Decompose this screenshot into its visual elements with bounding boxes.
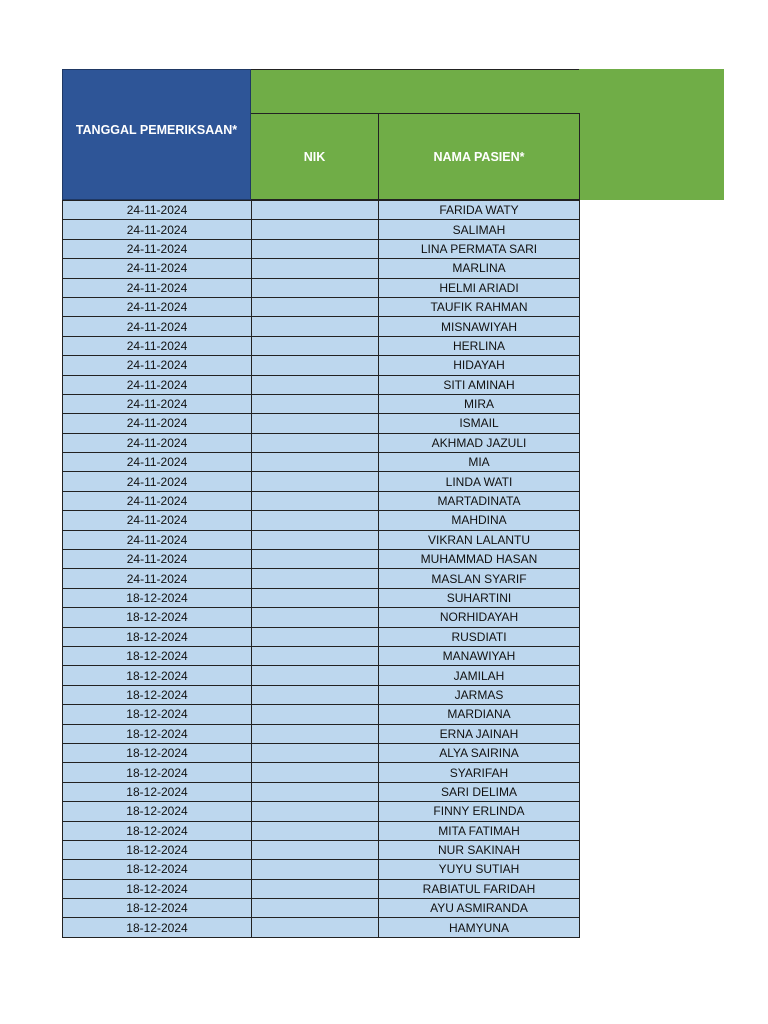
cell-nama[interactable]: MANAWIYAH xyxy=(379,646,580,665)
table-row xyxy=(63,259,580,278)
cell-date[interactable]: 24-11-2024 xyxy=(63,414,252,433)
cell-nik[interactable] xyxy=(252,821,379,840)
cell-date[interactable]: 18-12-2024 xyxy=(63,685,252,704)
cell-nik[interactable] xyxy=(252,530,379,549)
cell-nik[interactable] xyxy=(252,201,379,220)
column-header-nama-label: NAMA PASIEN* xyxy=(433,149,525,164)
cell-date[interactable]: 24-11-2024 xyxy=(63,201,252,220)
cell-nama[interactable]: MITA FATIMAH xyxy=(379,821,580,840)
cell-nik[interactable] xyxy=(252,317,379,336)
cell-nama[interactable]: MIRA xyxy=(379,394,580,413)
cell-nama[interactable]: MARTADINATA xyxy=(379,491,580,510)
cell-nik[interactable] xyxy=(252,666,379,685)
table-row xyxy=(63,472,580,491)
cell-nama[interactable]: MARLINA xyxy=(379,259,580,278)
header-band-edge xyxy=(579,69,724,70)
table-row xyxy=(63,802,580,821)
table-row xyxy=(63,317,580,336)
table-row xyxy=(63,453,580,472)
cell-date[interactable]: 24-11-2024 xyxy=(63,259,252,278)
cell-date[interactable]: 18-12-2024 xyxy=(63,627,252,646)
table-row xyxy=(63,356,580,375)
cell-date[interactable]: 18-12-2024 xyxy=(63,860,252,879)
table-row xyxy=(63,627,580,646)
cell-nama[interactable]: AKHMAD JAZULI xyxy=(379,433,580,452)
cell-nama[interactable]: MIA xyxy=(379,453,580,472)
table-row xyxy=(63,550,580,569)
cell-nik[interactable] xyxy=(252,394,379,413)
cell-nama[interactable]: ISMAIL xyxy=(379,414,580,433)
cell-nik[interactable] xyxy=(252,511,379,530)
cell-nik[interactable] xyxy=(252,453,379,472)
table-row xyxy=(63,588,580,607)
cell-date[interactable]: 24-11-2024 xyxy=(63,394,252,413)
cell-date[interactable]: 24-11-2024 xyxy=(63,297,252,316)
cell-date[interactable]: 24-11-2024 xyxy=(63,433,252,452)
cell-nama[interactable]: RABIATUL FARIDAH xyxy=(379,879,580,898)
cell-date[interactable]: 24-11-2024 xyxy=(63,317,252,336)
column-header-nik[interactable] xyxy=(251,113,379,200)
cell-nik[interactable] xyxy=(252,724,379,743)
cell-nama[interactable]: AYU ASMIRANDA xyxy=(379,899,580,918)
column-header-date[interactable] xyxy=(62,69,251,200)
table-row xyxy=(63,918,580,937)
cell-nik[interactable] xyxy=(252,782,379,801)
table-row xyxy=(63,433,580,452)
patient-table-body xyxy=(63,201,580,938)
table-row xyxy=(63,724,580,743)
table-row xyxy=(63,840,580,859)
cell-nik[interactable] xyxy=(252,550,379,569)
cell-nik[interactable] xyxy=(252,840,379,859)
table-row xyxy=(63,899,580,918)
cell-nama[interactable]: SALIMAH xyxy=(379,220,580,239)
cell-nik[interactable] xyxy=(252,239,379,258)
table-row xyxy=(63,646,580,665)
table-row xyxy=(63,743,580,762)
cell-date[interactable]: 18-12-2024 xyxy=(63,588,252,607)
cell-nik[interactable] xyxy=(252,627,379,646)
cell-nik[interactable] xyxy=(252,569,379,588)
table-row xyxy=(63,530,580,549)
cell-date[interactable]: 18-12-2024 xyxy=(63,763,252,782)
header-extra-column xyxy=(579,113,724,200)
cell-nik[interactable] xyxy=(252,297,379,316)
cell-nik[interactable] xyxy=(252,278,379,297)
cell-nama[interactable]: NORHIDAYAH xyxy=(379,608,580,627)
table-row xyxy=(63,860,580,879)
cell-date[interactable]: 18-12-2024 xyxy=(63,705,252,724)
table-row xyxy=(63,666,580,685)
cell-date[interactable]: 24-11-2024 xyxy=(63,472,252,491)
table-row xyxy=(63,821,580,840)
column-header-nik-label: NIK xyxy=(303,149,326,164)
table-row xyxy=(63,201,580,220)
table-row xyxy=(63,569,580,588)
cell-date[interactable]: 24-11-2024 xyxy=(63,278,252,297)
cell-nik[interactable] xyxy=(252,802,379,821)
cell-date[interactable]: 18-12-2024 xyxy=(63,899,252,918)
cell-nik[interactable] xyxy=(252,433,379,452)
table-row xyxy=(63,705,580,724)
cell-nama[interactable]: HAMYUNA xyxy=(379,918,580,937)
cell-nama[interactable]: SUHARTINI xyxy=(379,588,580,607)
cell-nama[interactable]: LINA PERMATA SARI xyxy=(379,239,580,258)
table-row xyxy=(63,763,580,782)
table-row xyxy=(63,239,580,258)
cell-nama[interactable]: SYARIFAH xyxy=(379,763,580,782)
table-row xyxy=(63,278,580,297)
cell-date[interactable]: 24-11-2024 xyxy=(63,375,252,394)
cell-nama[interactable]: HERLINA xyxy=(379,336,580,355)
cell-nama[interactable]: YUYU SUTIAH xyxy=(379,860,580,879)
cell-nama[interactable]: NUR SAKINAH xyxy=(379,840,580,859)
cell-nama[interactable]: VIKRAN LALANTU xyxy=(379,530,580,549)
cell-nik[interactable] xyxy=(252,646,379,665)
cell-nik[interactable] xyxy=(252,336,379,355)
cell-nik[interactable] xyxy=(252,918,379,937)
cell-nama[interactable]: MARDIANA xyxy=(379,705,580,724)
table-row xyxy=(63,220,580,239)
cell-nik[interactable] xyxy=(252,608,379,627)
cell-date[interactable]: 24-11-2024 xyxy=(63,491,252,510)
cell-nik[interactable] xyxy=(252,879,379,898)
cell-date[interactable]: 24-11-2024 xyxy=(63,453,252,472)
column-header-date-label: TANGGAL PEMERIKSAAN* xyxy=(75,122,238,137)
cell-date[interactable]: 18-12-2024 xyxy=(63,918,252,937)
cell-nik[interactable] xyxy=(252,220,379,239)
cell-nik[interactable] xyxy=(252,414,379,433)
cell-nama[interactable]: SITI AMINAH xyxy=(379,375,580,394)
cell-nama[interactable]: MASLAN SYARIF xyxy=(379,569,580,588)
cell-nama[interactable]: FINNY ERLINDA xyxy=(379,802,580,821)
table-row xyxy=(63,491,580,510)
cell-nama[interactable]: JARMAS xyxy=(379,685,580,704)
cell-nik[interactable] xyxy=(252,375,379,394)
cell-nik[interactable] xyxy=(252,356,379,375)
table-row xyxy=(63,394,580,413)
cell-date[interactable]: 24-11-2024 xyxy=(63,220,252,239)
cell-nik[interactable] xyxy=(252,763,379,782)
table-row xyxy=(63,685,580,704)
cell-date[interactable]: 24-11-2024 xyxy=(63,356,252,375)
cell-nama[interactable]: ALYA SAIRINA xyxy=(379,743,580,762)
cell-nama[interactable]: HIDAYAH xyxy=(379,356,580,375)
table-row xyxy=(63,782,580,801)
cell-nama[interactable]: TAUFIK RAHMAN xyxy=(379,297,580,316)
cell-date[interactable]: 24-11-2024 xyxy=(63,336,252,355)
cell-date[interactable]: 18-12-2024 xyxy=(63,840,252,859)
cell-nik[interactable] xyxy=(252,860,379,879)
cell-date[interactable]: 18-12-2024 xyxy=(63,821,252,840)
cell-nik[interactable] xyxy=(252,472,379,491)
cell-date[interactable]: 24-11-2024 xyxy=(63,530,252,549)
cell-nama[interactable]: MAHDINA xyxy=(379,511,580,530)
cell-nik[interactable] xyxy=(252,899,379,918)
cell-date[interactable]: 24-11-2024 xyxy=(63,569,252,588)
cell-nik[interactable] xyxy=(252,685,379,704)
cell-date[interactable]: 18-12-2024 xyxy=(63,646,252,665)
cell-nama[interactable]: FARIDA WATY xyxy=(379,201,580,220)
cell-nama[interactable]: ERNA JAINAH xyxy=(379,724,580,743)
table-row xyxy=(63,336,580,355)
table-row xyxy=(63,375,580,394)
table-row xyxy=(63,879,580,898)
table-row xyxy=(63,608,580,627)
patient-table xyxy=(62,200,580,938)
cell-nama[interactable]: RUSDIATI xyxy=(379,627,580,646)
column-header-nama[interactable] xyxy=(378,113,580,200)
table-row xyxy=(63,414,580,433)
table-row xyxy=(63,297,580,316)
cell-nama[interactable]: MISNAWIYAH xyxy=(379,317,580,336)
cell-date[interactable]: 18-12-2024 xyxy=(63,743,252,762)
cell-date[interactable]: 24-11-2024 xyxy=(63,511,252,530)
cell-date[interactable]: 18-12-2024 xyxy=(63,782,252,801)
table-row xyxy=(63,511,580,530)
cell-date[interactable]: 18-12-2024 xyxy=(63,724,252,743)
cell-nik[interactable] xyxy=(252,259,379,278)
cell-nik[interactable] xyxy=(252,705,379,724)
cell-nik[interactable] xyxy=(252,491,379,510)
cell-nik[interactable] xyxy=(252,588,379,607)
cell-nik[interactable] xyxy=(252,743,379,762)
cell-date[interactable]: 18-12-2024 xyxy=(63,666,252,685)
cell-date[interactable]: 24-11-2024 xyxy=(63,239,252,258)
cell-date[interactable]: 18-12-2024 xyxy=(63,802,252,821)
cell-nama[interactable]: MUHAMMAD HASAN xyxy=(379,550,580,569)
cell-nama[interactable]: LINDA WATI xyxy=(379,472,580,491)
cell-date[interactable]: 24-11-2024 xyxy=(63,550,252,569)
cell-date[interactable]: 18-12-2024 xyxy=(63,608,252,627)
cell-nama[interactable]: HELMI ARIADI xyxy=(379,278,580,297)
header-group-band xyxy=(251,69,724,113)
cell-date[interactable]: 18-12-2024 xyxy=(63,879,252,898)
cell-nama[interactable]: SARI DELIMA xyxy=(379,782,580,801)
cell-nama[interactable]: JAMILAH xyxy=(379,666,580,685)
